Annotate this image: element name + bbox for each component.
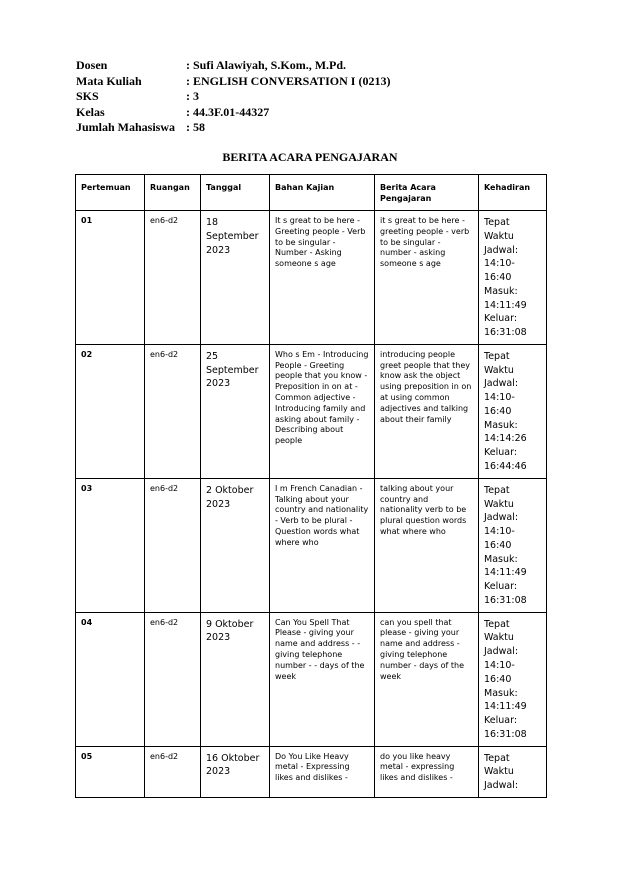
cell-ruangan: en6-d2	[145, 344, 201, 478]
cell-kehadiran: Tepat Waktu Jadwal:	[479, 746, 547, 797]
cell-kehadiran: Tepat Waktu Jadwal: 14:10-16:40 Masuk: 14:14:26 Keluar: 16:44:46	[479, 344, 547, 478]
cell-tanggal: 2 Oktober 2023	[201, 478, 270, 612]
info-key: Dosen	[76, 58, 108, 72]
cell-bahan-kajian: I m French Canadian - Talking about your country and nationality - Verb to be plural - Question words what where who	[270, 478, 375, 612]
table-row	[76, 211, 547, 345]
info-value: : 3	[186, 89, 199, 104]
cell-berita-acara: do you like heavy metal - expressing likes and dislikes -	[375, 746, 479, 797]
column-header: Tanggal	[201, 175, 270, 211]
info-row-dosen	[76, 58, 390, 74]
cell-pertemuan: 04	[76, 612, 145, 746]
info-key: Jumlah Mahasiswa	[76, 120, 176, 135]
cell-pertemuan: 01	[76, 211, 145, 345]
course-info	[76, 58, 390, 136]
info-value: : 58	[186, 120, 205, 135]
table-row	[76, 746, 547, 797]
cell-pertemuan: 03	[76, 478, 145, 612]
cell-berita-acara: it s great to be here - greeting people - verb to be singular - number - asking someone s age	[375, 211, 479, 345]
cell-berita-acara: introducing people greet people that they know ask the object using preposition in on at using common adjectives and talking about their family	[375, 344, 479, 478]
info-value: : 44.3F.01-44327	[186, 104, 270, 119]
info-row-kelas	[76, 105, 390, 121]
cell-bahan-kajian: Can You Spell That Please - giving your name and address - - giving telephone number - - days of the week	[270, 612, 375, 746]
document-title: BERITA ACARA PENGAJARAN	[222, 150, 398, 164]
cell-bahan-kajian: Do You Like Heavy metal - Expressing likes and dislikes -	[270, 746, 375, 797]
cell-berita-acara: talking about your country and nationality verb to be plural question words what where who	[375, 478, 479, 612]
cell-bahan-kajian: It s great to be here - Greeting people - Verb to be singular - Number - Asking someone s age	[270, 211, 375, 345]
info-row-mata-kuliah	[76, 74, 390, 90]
info-value: : ENGLISH CONVERSATION I (0213)	[186, 73, 391, 88]
info-row-sks	[76, 89, 390, 105]
info-key: SKS	[76, 89, 99, 104]
column-header: Berita Acara Pengajaran	[375, 175, 479, 211]
info-key: Mata Kuliah	[76, 73, 142, 88]
column-header: Pertemuan	[76, 175, 145, 211]
table-row	[76, 344, 547, 478]
cell-bahan-kajian: Who s Em - Introducing People - Greeting people that you know - Preposition in on at - Common adjective - Introducing family and asking about family - Describing about people	[270, 344, 375, 478]
cell-tanggal: 9 Oktober 2023	[201, 612, 270, 746]
cell-berita-acara: can you spell that please - giving your name and address - giving telephone number - days of the week	[375, 612, 479, 746]
cell-kehadiran: Tepat Waktu Jadwal: 14:10-16:40 Masuk: 14:11:49 Keluar: 16:31:08	[479, 478, 547, 612]
table-row	[76, 478, 547, 612]
info-key: Kelas	[76, 104, 105, 119]
teaching-report-table	[75, 174, 547, 798]
cell-ruangan: en6-d2	[145, 478, 201, 612]
column-header: Bahan Kajian	[270, 175, 375, 211]
cell-tanggal: 18 September 2023	[201, 211, 270, 345]
cell-kehadiran: Tepat Waktu Jadwal: 14:10-16:40 Masuk: 14:11:49 Keluar: 16:31:08	[479, 211, 547, 345]
column-header: Kehadiran	[479, 175, 547, 211]
cell-pertemuan: 05	[76, 746, 145, 797]
info-value: : Sufi Alawiyah, S.Kom., M.Pd.	[186, 58, 347, 72]
cell-ruangan: en6-d2	[145, 211, 201, 345]
info-row-jumlah-mahasiswa	[76, 120, 390, 136]
column-header: Ruangan	[145, 175, 201, 211]
table-header-row	[76, 175, 547, 211]
cell-kehadiran: Tepat Waktu Jadwal: 14:10-16:40 Masuk: 14:11:49 Keluar: 16:31:08	[479, 612, 547, 746]
cell-tanggal: 16 Oktober 2023	[201, 746, 270, 797]
cell-pertemuan: 02	[76, 344, 145, 478]
table-row	[76, 612, 547, 746]
cell-ruangan: en6-d2	[145, 612, 201, 746]
cell-ruangan: en6-d2	[145, 746, 201, 797]
cell-tanggal: 25 September 2023	[201, 344, 270, 478]
